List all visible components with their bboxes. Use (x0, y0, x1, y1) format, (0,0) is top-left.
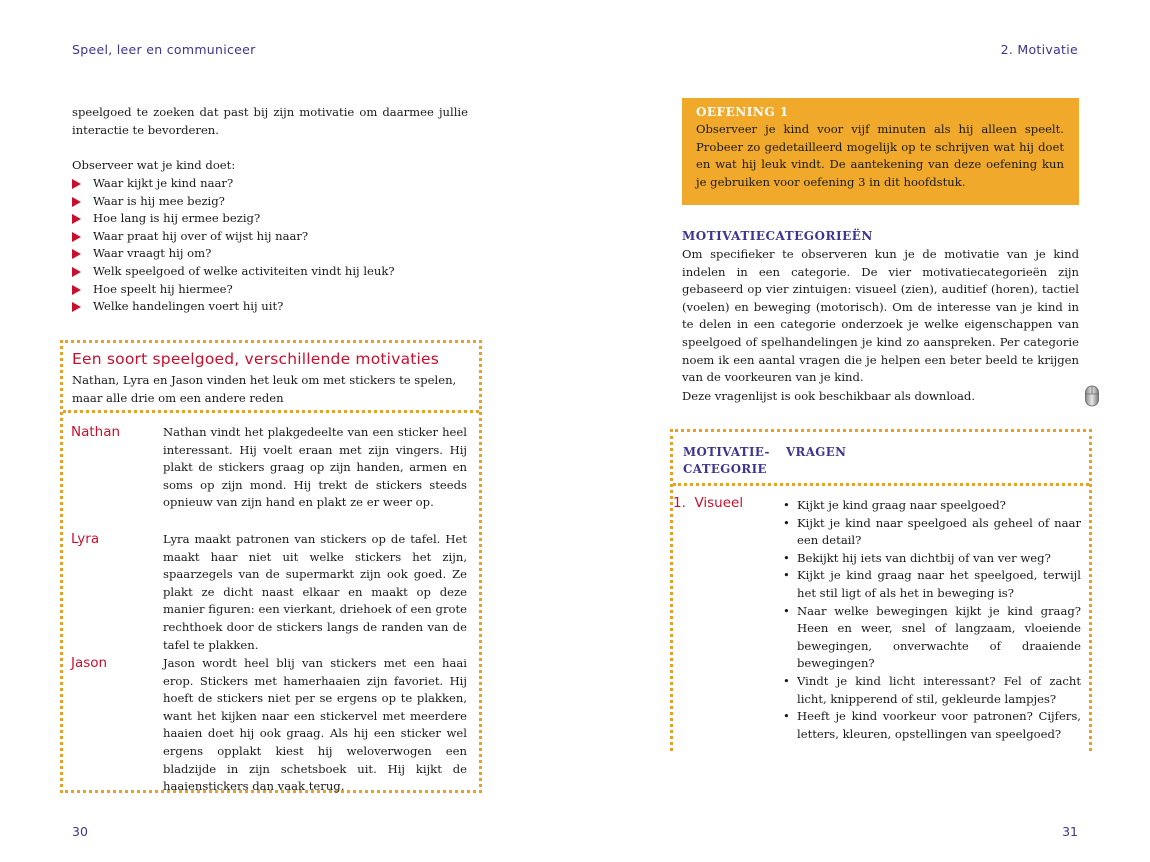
list-item: • Kijkt je kind graag naar het speelgoed, terwijl het stil ligt of als het in beweging is? (783, 567, 1081, 602)
list-item: Hoe lang is hij ermee bezig? (72, 210, 472, 228)
triangle-bullet-icon (72, 232, 81, 242)
category-visueel: 1. Visueel (673, 495, 744, 511)
triangle-bullet-icon (72, 267, 81, 277)
list-item: Welk speelgoed of welke activiteiten vindt hij leuk? (72, 263, 472, 281)
table-header-category: MOTIVATIE- CATEGORIE (683, 445, 770, 476)
entry-name-lyra: Lyra (71, 531, 100, 547)
observation-question-list (72, 175, 472, 316)
list-item: Waar praat hij over of wijst hij naar? (72, 228, 472, 246)
list-item: Waar kijkt je kind naar? (72, 175, 472, 193)
page-number-right: 31 (1062, 824, 1078, 839)
entry-name-nathan: Nathan (71, 424, 121, 440)
visueel-question-list (783, 497, 1081, 743)
list-item: • Vindt je kind licht interessant? Fel of zacht licht, knipperend of stil, gekleurde lampjes? (783, 673, 1081, 708)
list-item: Hoe speelt hij hiermee? (72, 281, 472, 299)
triangle-bullet-icon (72, 302, 81, 312)
exercise-title: OEFENING 1 (696, 105, 789, 119)
download-note: Deze vragenlijst is ook beschikbaar als download. (682, 389, 976, 403)
entry-text-nathan: Nathan vindt het plakgedeelte van een sticker heel interessant. Hij voelt eraan met zijn vingers. Hij plakt de stickers graag op zijn handen, armen en soms op zijn mond. Hij trekt de stickers steeds opnieuw van zijn hand en plakt ze er weer op. (163, 425, 467, 510)
divider (63, 410, 479, 413)
triangle-bullet-icon (72, 179, 81, 189)
mouse-icon[interactable] (1084, 385, 1100, 407)
list-item: Welke handelingen voert hij uit? (72, 298, 472, 316)
entry-text-lyra: Lyra maakt patronen van stickers op de tafel. Het maakt haar niet uit welke stickers het zijn, spaarzegels van de supermarkt zijn ook goed. Ze plakt ze dicht naast elkaar en maakt op deze manier figuren: een vierkant, driehoek of een grote rechthoek door de stickers langs de randen van de tafel te plakken. (163, 532, 467, 652)
running-header-left: Speel, leer en communiceer (72, 42, 256, 57)
entry-text-jason: Jason wordt heel blij van stickers met een haai erop. Stickers met hamerhaaien zijn favoriet. Hij hoeft de stickers niet per se ergens op te plakken, want het kijken naar een stickervel met meerdere haaien doet hij ook graag. Als hij een sticker wel ergens opplakt kiest hij weloverwogen een bladzijde in zijn schetsboek uit. Hij kijkt de haaienstickers dan vaak terug. (163, 656, 467, 794)
running-header-right: 2. Motivatie (1000, 42, 1078, 57)
observe-label: Observeer wat je kind doet: (72, 158, 236, 172)
page-number-left: 30 (72, 824, 88, 839)
triangle-bullet-icon (72, 214, 81, 224)
section-title: MOTIVATIECATEGORIEËN (682, 229, 873, 243)
triangle-bullet-icon (72, 285, 81, 295)
triangle-bullet-icon (72, 249, 81, 259)
intro-paragraph: speelgoed te zoeken dat past bij zijn motivatie om daarmee jullie interactie te bevorderen. (72, 105, 468, 137)
example-box-subtitle: Nathan, Lyra en Jason vinden het leuk om met stickers te spelen, maar alle drie om een andere reden (72, 373, 457, 405)
list-item: • Kijkt je kind graag naar speelgoed? (783, 497, 1081, 515)
divider (673, 483, 1089, 486)
section-paragraph: Om specifieker te observeren kun je de motivatie van je kind indelen in een categorie. De vier motivatiecategorieën zijn gebaseerd op vier zintuigen: visueel (zien), auditief (horen), tactiel (voelen) en beweging (motorisch). Om de interesse van je kind in te delen in een categorie onderzoek je welke eigenschappen van speelgoed of spelhandelingen je kind zo aanspreken. Per categorie noem ik een aantal vragen die je helpen een beter beeld te krijgen van de voorkeuren van je kind. (682, 247, 1079, 385)
exercise-text: Observeer je kind voor vijf minuten als hij alleen speelt. Probeer zo gedetailleerd mogelijk op te schrijven wat hij doet en wat hij leuk vindt. De aantekening van deze oefening kun je gebruiken voor oefening 3 in dit hoofdstuk. (696, 122, 1064, 189)
entry-name-jason: Jason (71, 655, 108, 671)
example-box-title: Een soort speelgoed, verschillende motivaties (72, 350, 440, 368)
example-box (60, 340, 482, 793)
list-item: • Naar welke bewegingen kijkt je kind graag? Heen en weer, snel of langzaam, vloeiende bewegingen, onverwachte of draaiende bewegingen? (783, 603, 1081, 673)
list-item: Waar is hij mee bezig? (72, 193, 472, 211)
list-item: Waar vraagt hij om? (72, 245, 472, 263)
list-item: • Kijkt je kind naar speelgoed als geheel of naar een detail? (783, 515, 1081, 550)
triangle-bullet-icon (72, 197, 81, 207)
list-item: • Heeft je kind voorkeur voor patronen? Cijfers, letters, kleuren, opstellingen van speelgoed? (783, 708, 1081, 743)
motivation-table (670, 429, 1092, 751)
exercise-box (682, 98, 1079, 205)
list-item: • Bekijkt hij iets van dichtbij of van ver weg? (783, 550, 1081, 568)
table-header-questions: VRAGEN (786, 445, 847, 459)
